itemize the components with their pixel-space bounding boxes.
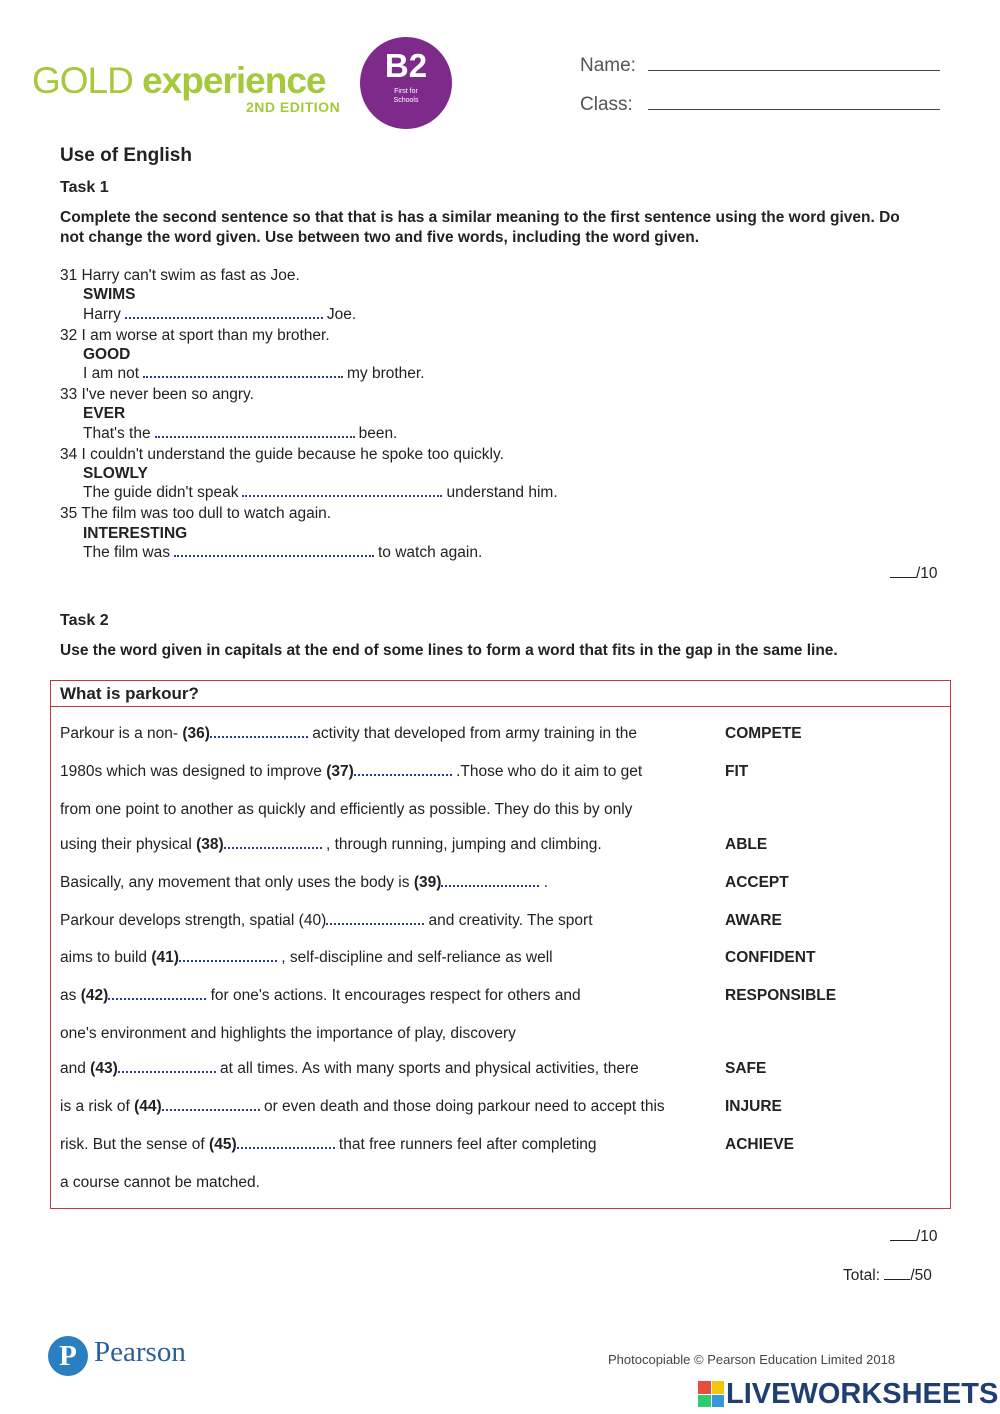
line-text: Parkour is a non-: [60, 725, 183, 742]
answer-after: my brother.: [347, 365, 425, 382]
task1-instructions: Complete the second sentence so that that is has a similar meaning to the first sentence using the word given. Do not change the word given. Use between two and five words, including the word given.: [60, 209, 900, 246]
line-text: , self-discipline and self-reliance as well: [276, 949, 553, 966]
task2-heading: Task 2: [60, 612, 109, 629]
class-field[interactable]: [648, 109, 940, 110]
task1-sentence: 34 I couldn't understand the guide because he spoke too quickly.: [60, 446, 504, 463]
task2-score-field[interactable]: [890, 1227, 916, 1241]
task1-sentence: 31 Harry can't swim as fast as Joe.: [60, 267, 300, 284]
gold-experience-logo: [32, 60, 326, 102]
name-field[interactable]: [648, 70, 940, 71]
answer-before: That's the: [83, 425, 151, 442]
text-line: [60, 1097, 665, 1116]
text-line: [60, 835, 602, 854]
lw-square-1: [698, 1381, 711, 1394]
total-score-field[interactable]: [884, 1266, 910, 1280]
class-label: Class:: [580, 94, 633, 115]
line-text: or even death and those doing parkour need to accept this: [259, 1098, 665, 1115]
gap-44[interactable]: [162, 1097, 260, 1111]
answer-gap-32[interactable]: [143, 364, 343, 378]
gap-number: (36): [182, 725, 210, 742]
line-text: aims to build: [60, 949, 152, 966]
line-text: .Those who do it aim to get: [451, 763, 643, 780]
gap-number: (43): [90, 1060, 118, 1077]
lw-square-3: [698, 1395, 711, 1408]
gap-number: (37): [326, 763, 354, 780]
gap-number: (41): [151, 949, 179, 966]
badge-level-text: B2: [384, 47, 428, 84]
pearson-name: Pearson: [94, 1336, 186, 1368]
task1-keyword: INTERESTING: [83, 525, 188, 542]
text-line: [60, 873, 548, 892]
text-line: [60, 724, 637, 743]
badge-sub-1: First for: [394, 88, 418, 95]
liveworksheets-icon: [698, 1381, 724, 1407]
answer-after: understand him.: [446, 484, 558, 501]
text-line: from one point to another as quickly and efficiently as possible. They do this by only: [60, 801, 633, 818]
gap-38[interactable]: [224, 835, 322, 849]
answer-after: been.: [358, 425, 398, 442]
total-label: Total:: [843, 1267, 881, 1284]
line-text: .: [539, 874, 549, 891]
text-line: [60, 948, 553, 967]
line-text: as: [60, 987, 81, 1004]
task1-heading: Task 1: [60, 179, 109, 196]
line-text: and: [60, 1060, 91, 1077]
line-text: activity that developed from army training in the: [307, 725, 638, 742]
task1-keyword: SLOWLY: [83, 465, 148, 482]
logo-gold-text: GOLD: [32, 60, 133, 101]
copyright-notice: Photocopiable © Pearson Education Limited 2018: [608, 1352, 896, 1367]
text-line: [60, 1135, 597, 1154]
gap-number: (42): [80, 987, 109, 1004]
cap-word: COMPETE: [725, 725, 802, 742]
badge-sub-2: Schools: [393, 97, 419, 104]
cap-word: INJURE: [725, 1098, 782, 1115]
answer-gap-31[interactable]: [125, 305, 323, 319]
box-divider: [50, 706, 951, 707]
gap-41[interactable]: [179, 948, 277, 962]
gap-number: (45): [209, 1136, 237, 1153]
task1-answer-line: [83, 483, 558, 502]
level-badge: [360, 37, 452, 129]
answer-after: to watch again.: [378, 544, 483, 561]
line-text: using their physical: [60, 836, 197, 853]
answer-gap-34[interactable]: [242, 483, 442, 497]
task1-keyword: GOOD: [83, 346, 131, 363]
line-text: that free runners feel after completing: [334, 1136, 597, 1153]
parkour-text-box: [50, 680, 951, 1209]
answer-after: Joe.: [326, 306, 357, 323]
gap-number: (39): [413, 874, 442, 891]
cap-word: ACHIEVE: [725, 1136, 794, 1153]
task2-instructions: Use the word given in capitals at the end of some lines to form a word that fits in the gap in the same line.: [60, 642, 838, 659]
line-text: 1980s which was designed to improve: [60, 763, 327, 780]
gap-36[interactable]: [210, 724, 308, 738]
line-text: and creativity. The sport: [424, 912, 593, 929]
cap-word: ABLE: [725, 836, 768, 853]
task1-keyword: SWIMS: [83, 286, 136, 303]
task1-sentence: 32 I am worse at sport than my brother.: [60, 327, 330, 344]
task1-score-field[interactable]: [890, 564, 916, 578]
task1-score-max: /10: [916, 565, 938, 582]
total-score: [843, 1266, 932, 1285]
gap-37[interactable]: [354, 762, 452, 776]
liveworksheets-logo[interactable]: LIVEWORKSHEETS: [726, 1378, 999, 1410]
answer-before: The guide didn't speak: [83, 484, 239, 501]
line-text: for one's actions. It encourages respect for others and: [206, 987, 581, 1004]
task1-sentence: 35 The film was too dull to watch again.: [60, 505, 332, 522]
box-title: What is parkour?: [60, 684, 199, 703]
answer-before: The film was: [83, 544, 170, 561]
lw-square-2: [712, 1381, 725, 1394]
gap-42[interactable]: [108, 986, 206, 1000]
line-text: , through running, jumping and climbing.: [321, 836, 602, 853]
task2-score-max: /10: [916, 1228, 938, 1245]
cap-word: CONFIDENT: [725, 949, 816, 966]
answer-before: I am not: [83, 365, 139, 382]
pearson-logo-icon: P: [48, 1336, 88, 1376]
name-label: Name:: [580, 55, 636, 76]
text-line: [60, 986, 581, 1005]
answer-before: Harry: [83, 306, 121, 323]
task1-answer-line: [83, 543, 482, 562]
logo-experience-text: experience: [142, 60, 326, 101]
answer-gap-33[interactable]: [155, 424, 355, 438]
text-line: [60, 1059, 639, 1078]
task1-score: [890, 564, 938, 583]
cap-word: AWARE: [725, 912, 782, 929]
gap-number: (38): [196, 836, 224, 853]
gap-number: (44): [134, 1098, 162, 1115]
total-score-max: /50: [910, 1267, 932, 1284]
line-text: risk. But the sense of: [60, 1136, 210, 1153]
task1-answer-line: [83, 305, 356, 324]
text-line: one's environment and highlights the importance of play, discovery: [60, 1025, 516, 1042]
text-line: a course cannot be matched.: [60, 1174, 260, 1191]
task2-score: [890, 1227, 938, 1246]
task1-sentence: 33 I've never been so angry.: [60, 386, 254, 403]
line-text: Parkour develops strength, spatial (40): [60, 912, 327, 929]
cap-word: FIT: [725, 763, 749, 780]
gap-45[interactable]: [237, 1135, 335, 1149]
lw-square-4: [712, 1395, 725, 1408]
page-title: Use of English: [60, 145, 192, 166]
text-line: [60, 911, 593, 930]
gap-40[interactable]: [326, 911, 424, 925]
text-line: [60, 762, 642, 781]
cap-word: RESPONSIBLE: [725, 987, 837, 1004]
line-text: is a risk of: [60, 1098, 135, 1115]
task1-answer-line: [83, 364, 425, 383]
task1-keyword: EVER: [83, 405, 126, 422]
line-text: Basically, any movement that only uses the body is: [60, 874, 414, 891]
task1-answer-line: [83, 424, 397, 443]
logo-edition-text: 2ND EDITION: [246, 99, 341, 115]
line-text: at all times. As with many sports and physical activities, there: [215, 1060, 639, 1077]
answer-gap-35[interactable]: [174, 543, 374, 557]
gap-39[interactable]: [441, 873, 539, 887]
cap-word: SAFE: [725, 1060, 767, 1077]
gap-43[interactable]: [118, 1059, 216, 1073]
cap-word: ACCEPT: [725, 874, 789, 891]
